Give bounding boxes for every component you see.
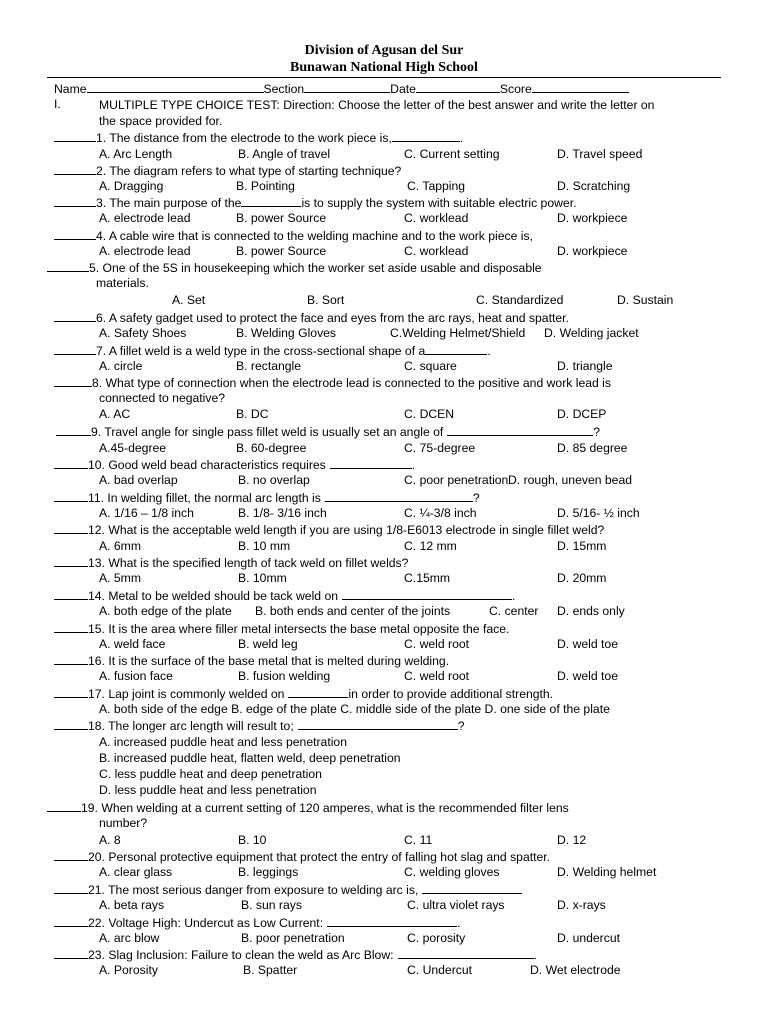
question-17 xyxy=(54,685,553,702)
option-d: D. Travel speed xyxy=(557,147,643,161)
option-b: B. fusion welding xyxy=(238,669,331,683)
option-c: C. ¼-3/8 inch xyxy=(404,506,477,520)
question-7 xyxy=(54,342,491,359)
question-text: 11. In welding fillet, the normal arc length is xyxy=(88,491,321,505)
question-4 xyxy=(54,227,533,244)
answer-blank-4[interactable] xyxy=(54,227,96,240)
option-c: C. Tapping xyxy=(407,179,466,193)
option-d: D. Sustain xyxy=(617,293,674,307)
option-c: C. Undercut xyxy=(407,963,473,977)
option-b: B. sun rays xyxy=(241,898,302,912)
answer-blank-11[interactable] xyxy=(54,489,88,502)
option-b: B. poor penetration xyxy=(241,931,345,945)
fill-blank[interactable] xyxy=(325,489,473,502)
answer-blank-5[interactable] xyxy=(47,259,89,272)
option-a: A. 1/16 – 1/8 inch xyxy=(99,506,194,520)
option-c: C. DCEN xyxy=(404,407,455,421)
answer-blank-14[interactable] xyxy=(54,587,88,600)
question-5-line-2: materials. xyxy=(96,276,149,290)
question-19-line-2: number? xyxy=(99,816,148,830)
question-text: 6. A safety gadget used to protect the face and eyes from the arc rays, heat and spatter. xyxy=(96,311,569,325)
option-a: A. 6mm xyxy=(99,539,141,553)
question-text: 14. Metal to be welded should be tack weld on xyxy=(88,589,339,603)
question-15 xyxy=(54,620,509,637)
option-b: B. Welding Gloves xyxy=(236,326,337,340)
fill-blank[interactable] xyxy=(398,946,534,959)
part-numeral: I. xyxy=(54,97,61,111)
option-a: A. electrode lead xyxy=(99,211,191,225)
answer-blank-8[interactable] xyxy=(54,374,92,387)
option-b: B. rectangle xyxy=(236,359,302,373)
question-text: 3. The main purpose of the xyxy=(96,196,242,210)
option-b: B. 60-degree xyxy=(236,441,307,455)
name-label: Name xyxy=(54,82,87,96)
option-b: B. no overlap xyxy=(238,473,310,487)
option-c: C. poor penetration xyxy=(404,473,509,487)
option-a: A. clear glass xyxy=(99,865,173,879)
option-b: B. 10mm xyxy=(238,571,287,585)
option-c: C. weld root xyxy=(404,669,470,683)
option-b: B. weld leg xyxy=(238,637,298,651)
answer-blank-12[interactable] xyxy=(54,521,88,534)
option-c: C. ultra violet rays xyxy=(407,898,505,912)
option-c: C. porosity xyxy=(407,931,466,945)
option-c: C. 11 xyxy=(404,833,433,847)
question-tail: ? xyxy=(457,719,465,733)
option-c: C.15mm xyxy=(404,571,451,585)
date-label: Date xyxy=(390,82,416,96)
fill-blank[interactable] xyxy=(422,881,522,894)
option-b: B. power Source xyxy=(236,211,327,225)
answer-blank-18[interactable] xyxy=(54,717,88,730)
option-b: B. Sort xyxy=(307,293,345,307)
answer-blank-21[interactable] xyxy=(54,881,88,894)
option-d: D. workpiece xyxy=(557,244,628,258)
question-text-after: in order to provide additional strength. xyxy=(348,687,554,701)
option-d: D. less puddle heat and less penetration xyxy=(99,783,317,797)
option-b: B. Pointing xyxy=(236,179,295,193)
answer-blank-20[interactable] xyxy=(54,848,88,861)
question-11 xyxy=(54,489,480,506)
option-d: D. DCEP xyxy=(557,407,607,421)
option-c: C. Standardized xyxy=(476,293,564,307)
school-title: Bunawan National High School xyxy=(290,60,478,75)
question-8 xyxy=(54,374,611,391)
question-14 xyxy=(54,587,515,604)
answer-blank-15[interactable] xyxy=(54,620,88,633)
fill-blank[interactable] xyxy=(392,129,460,142)
fill-blank[interactable] xyxy=(330,456,412,469)
question-19 xyxy=(47,799,569,816)
question-3 xyxy=(54,194,576,211)
option-b: B. leggings xyxy=(238,865,299,879)
option-a: A. 8 xyxy=(99,833,121,847)
question-tail: . xyxy=(411,458,416,472)
answer-blank-2[interactable] xyxy=(54,162,96,175)
question-16 xyxy=(54,652,449,669)
option-a: A. Porosity xyxy=(99,963,158,977)
option-d: D. triangle xyxy=(557,359,613,373)
option-b: B. 10 mm xyxy=(238,539,291,553)
answer-blank-23[interactable] xyxy=(54,946,88,959)
answer-blank-10[interactable] xyxy=(54,456,88,469)
option-d: D. x-rays xyxy=(557,898,606,912)
option-b: B. DC xyxy=(236,407,269,421)
option-a: A. both edge of the plate xyxy=(99,604,232,618)
question-13 xyxy=(54,554,408,571)
section-label: Section xyxy=(263,82,305,96)
option-b: B. Spatter xyxy=(243,963,298,977)
option-c: C. worklead xyxy=(404,211,469,225)
name-blank[interactable] xyxy=(87,80,264,93)
option-a: A. Dragging xyxy=(99,179,164,193)
question-tail: . xyxy=(533,948,537,962)
question-text: 9. Travel angle for single pass fillet weld is usually set an angle of xyxy=(91,425,444,439)
fill-blank[interactable] xyxy=(288,685,348,698)
option-d: D. ends only xyxy=(557,604,625,618)
question-tail: . xyxy=(512,589,516,603)
header-rule xyxy=(47,77,721,78)
option-c: C. 12 mm xyxy=(404,539,457,553)
option-a: A. Set xyxy=(172,293,206,307)
direction-line-1: MULTIPLE TYPE CHOICE TEST: Direction: Choose the letter of the best answer and write the letter on xyxy=(99,98,655,112)
question-1 xyxy=(54,129,463,146)
option-d: D. weld toe xyxy=(557,637,618,651)
option-d: D. 85 degree xyxy=(557,441,628,455)
question-8-line-2: connected to negative? xyxy=(99,391,226,405)
option-d: D. workpiece xyxy=(557,211,628,225)
question-text: 21. The most serious danger from exposure to welding arc is, xyxy=(88,883,419,897)
question-text: 10. Good weld bead characteristics requires xyxy=(88,458,326,472)
question-text: 16. It is the surface of the base metal that is melted during welding. xyxy=(88,654,450,668)
option-b: B. power Source xyxy=(236,244,327,258)
option-a: A. Arc Length xyxy=(99,147,173,161)
option-c: C.Welding Helmet/Shield xyxy=(390,326,526,340)
option-a: A. bad overlap xyxy=(99,473,178,487)
option-a: A. arc blow xyxy=(99,931,160,945)
option-a: A. increased puddle heat and less penetration xyxy=(99,735,347,749)
answer-blank-22[interactable] xyxy=(54,914,88,927)
option-d: D. undercut xyxy=(557,931,621,945)
option-a: A.45-degree xyxy=(99,441,167,455)
option-d: D. Welding helmet xyxy=(557,865,657,879)
option-b: B. both ends and center of the joints xyxy=(255,604,451,618)
option-c: C. weld root xyxy=(404,637,470,651)
option-b: B. 10 xyxy=(238,833,267,847)
fill-blank[interactable] xyxy=(241,194,301,207)
option-c: C. less puddle heat and deep penetration xyxy=(99,767,322,781)
fill-blank[interactable] xyxy=(342,587,512,600)
question-text-after: is to supply the system with suitable electric power. xyxy=(301,196,577,210)
option-c: C. 75-degree xyxy=(404,441,476,455)
question-text: 17. Lap joint is commonly welded on xyxy=(88,687,285,701)
question-text: 12. What is the acceptable weld length if you are using 1/8-E6013 electrode in single fillet weld? xyxy=(88,523,605,537)
option-a: A. weld face xyxy=(99,637,166,651)
option-b: B. 1/8- 3/16 inch xyxy=(238,506,327,520)
section-blank[interactable] xyxy=(304,80,390,93)
question-text: 5. One of the 5S in housekeeping which the worker set aside usable and disposable xyxy=(89,261,542,275)
score-label: Score xyxy=(499,82,532,96)
question-text: 13. What is the specified length of tack weld on fillet welds? xyxy=(88,556,409,570)
info-line xyxy=(54,80,629,97)
fill-blank[interactable] xyxy=(447,423,593,436)
option-d: D. Wet electrode xyxy=(530,963,621,977)
question-23 xyxy=(54,946,537,963)
score-blank[interactable] xyxy=(532,80,629,93)
answer-blank-17[interactable] xyxy=(54,685,88,698)
answer-blank-13[interactable] xyxy=(54,554,88,567)
option-d: D. 20mm xyxy=(557,571,607,585)
question-tail: ? xyxy=(593,425,601,439)
option-c: C. welding gloves xyxy=(404,865,500,879)
fill-blank[interactable] xyxy=(327,914,457,927)
question-tail: . xyxy=(459,131,464,145)
question-tail: . xyxy=(487,344,491,358)
question-12 xyxy=(54,521,604,538)
answer-blank-3[interactable] xyxy=(54,194,96,207)
question-tail: . xyxy=(457,916,461,930)
question-10 xyxy=(54,456,415,473)
question-text: 4. A cable wire that is connected to the welding machine and to the work piece is, xyxy=(96,229,533,243)
fill-blank[interactable] xyxy=(425,342,487,355)
option-a: A. beta rays xyxy=(99,898,165,912)
answer-blank-16[interactable] xyxy=(54,652,88,665)
option-a: A. Safety Shoes xyxy=(99,326,187,340)
option-d: D. Welding jacket xyxy=(544,326,639,340)
question-6 xyxy=(54,309,569,326)
option-d: D. 12 xyxy=(557,833,587,847)
question-text: 18. The longer arc length will result to; xyxy=(88,719,294,733)
option-c: C. center xyxy=(489,604,539,618)
question-20 xyxy=(54,848,550,865)
option-a: A. electrode lead xyxy=(99,244,191,258)
question-text: 19. When welding at a current setting of 120 amperes, what is the recommended filter lens xyxy=(81,801,569,815)
answer-blank-6[interactable] xyxy=(54,309,96,322)
direction-line-2: the space provided for. xyxy=(99,114,223,128)
option-a: A. AC xyxy=(99,407,131,421)
question-text: 15. It is the area where filler metal intersects the base metal opposite the face. xyxy=(88,622,510,636)
option-b: B. Angle of travel xyxy=(238,147,331,161)
question-text: 2. The diagram refers to what type of starting technique? xyxy=(96,164,402,178)
question-2 xyxy=(54,162,401,179)
question-text: 1. The distance from the electrode to the work piece is, xyxy=(96,131,392,145)
division-title: Division of Agusan del Sur xyxy=(304,43,464,58)
option-c: C. square xyxy=(404,359,457,373)
question-21 xyxy=(54,881,522,898)
options-line: A. both side of the edge B. edge of the plate C. middle side of the plate D. one side of the plate xyxy=(99,702,610,716)
question-text: 8. What type of connection when the electrode lead is connected to the positive and work lead is xyxy=(92,376,611,390)
option-d: D. weld toe xyxy=(557,669,618,683)
question-9 xyxy=(56,423,600,440)
fill-blank[interactable] xyxy=(298,717,458,730)
question-22 xyxy=(54,914,460,931)
option-d: D. 5/16- ½ inch xyxy=(557,506,640,520)
option-d: D. 15mm xyxy=(557,539,607,553)
option-d: D. Scratching xyxy=(557,179,631,193)
question-5 xyxy=(47,259,542,276)
option-c: C. Current setting xyxy=(404,147,500,161)
option-c: C. worklead xyxy=(404,244,469,258)
question-text: 7. A fillet weld is a weld type in the cross-sectional shape of a xyxy=(96,344,426,358)
option-a: A. fusion face xyxy=(99,669,173,683)
answer-blank-7[interactable] xyxy=(54,342,96,355)
option-b: B. increased puddle heat, flatten weld, deep penetration xyxy=(99,751,401,765)
answer-blank-9[interactable] xyxy=(56,423,91,436)
question-18 xyxy=(54,717,465,734)
option-a: A. 5mm xyxy=(99,571,141,585)
answer-blank-1[interactable] xyxy=(54,129,96,142)
answer-blank-19[interactable] xyxy=(47,799,81,812)
question-tail: ? xyxy=(472,491,480,505)
question-text: 23. Slag Inclusion: Failure to clean the weld as Arc Blow: xyxy=(88,948,394,962)
question-text: 22. Voltage High: Undercut as Low Current: xyxy=(88,916,324,930)
question-text: 20. Personal protective equipment that protect the entry of falling hot slag and spatter. xyxy=(88,850,551,864)
option-a: A. circle xyxy=(99,359,143,373)
date-blank[interactable] xyxy=(416,80,500,93)
option-d: D. rough, uneven bead xyxy=(508,473,632,487)
